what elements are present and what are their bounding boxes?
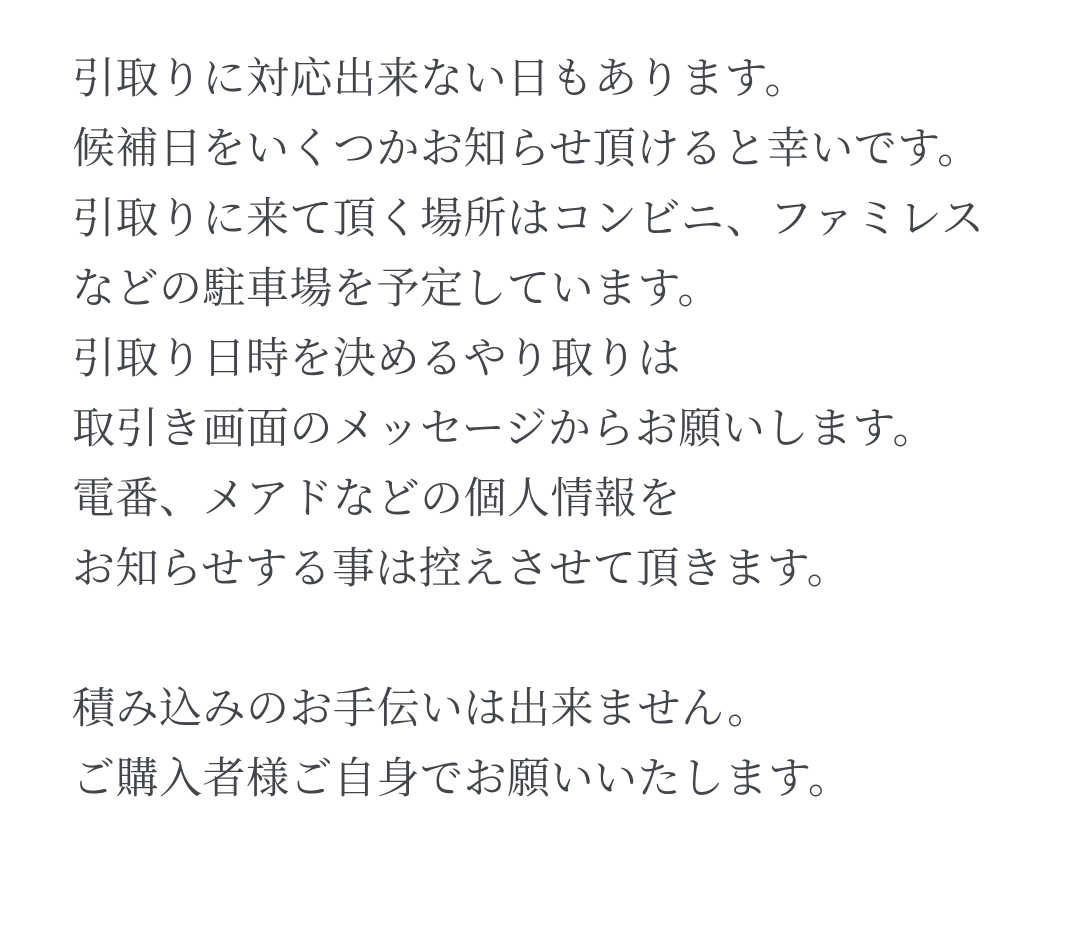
text-line: 取引き画面のメッセージからお願いします。 <box>72 405 936 453</box>
text-line: 引取りに対応出来ない日もあります。 <box>72 55 809 103</box>
text-line: 引取りに来て頂く場所はコンビニ、ファミレス <box>72 195 985 243</box>
blank-line <box>72 604 1040 674</box>
text-line: 積み込みのお手伝いは出来ません。 <box>72 685 771 733</box>
text-line: 電番、メアドなどの個人情報を <box>72 475 681 523</box>
text-line: などの駐車場を予定しています。 <box>72 265 722 313</box>
text-line: 引取り日時を決めるやり取りは <box>72 335 681 383</box>
text-line: お知らせする事は控えさせて頂きます。 <box>72 545 851 593</box>
text-line: ご購入者様ご自身でお願いいたします。 <box>72 755 852 803</box>
text-line: 候補日をいくつかお知らせ頂けると幸いです。 <box>72 125 981 173</box>
